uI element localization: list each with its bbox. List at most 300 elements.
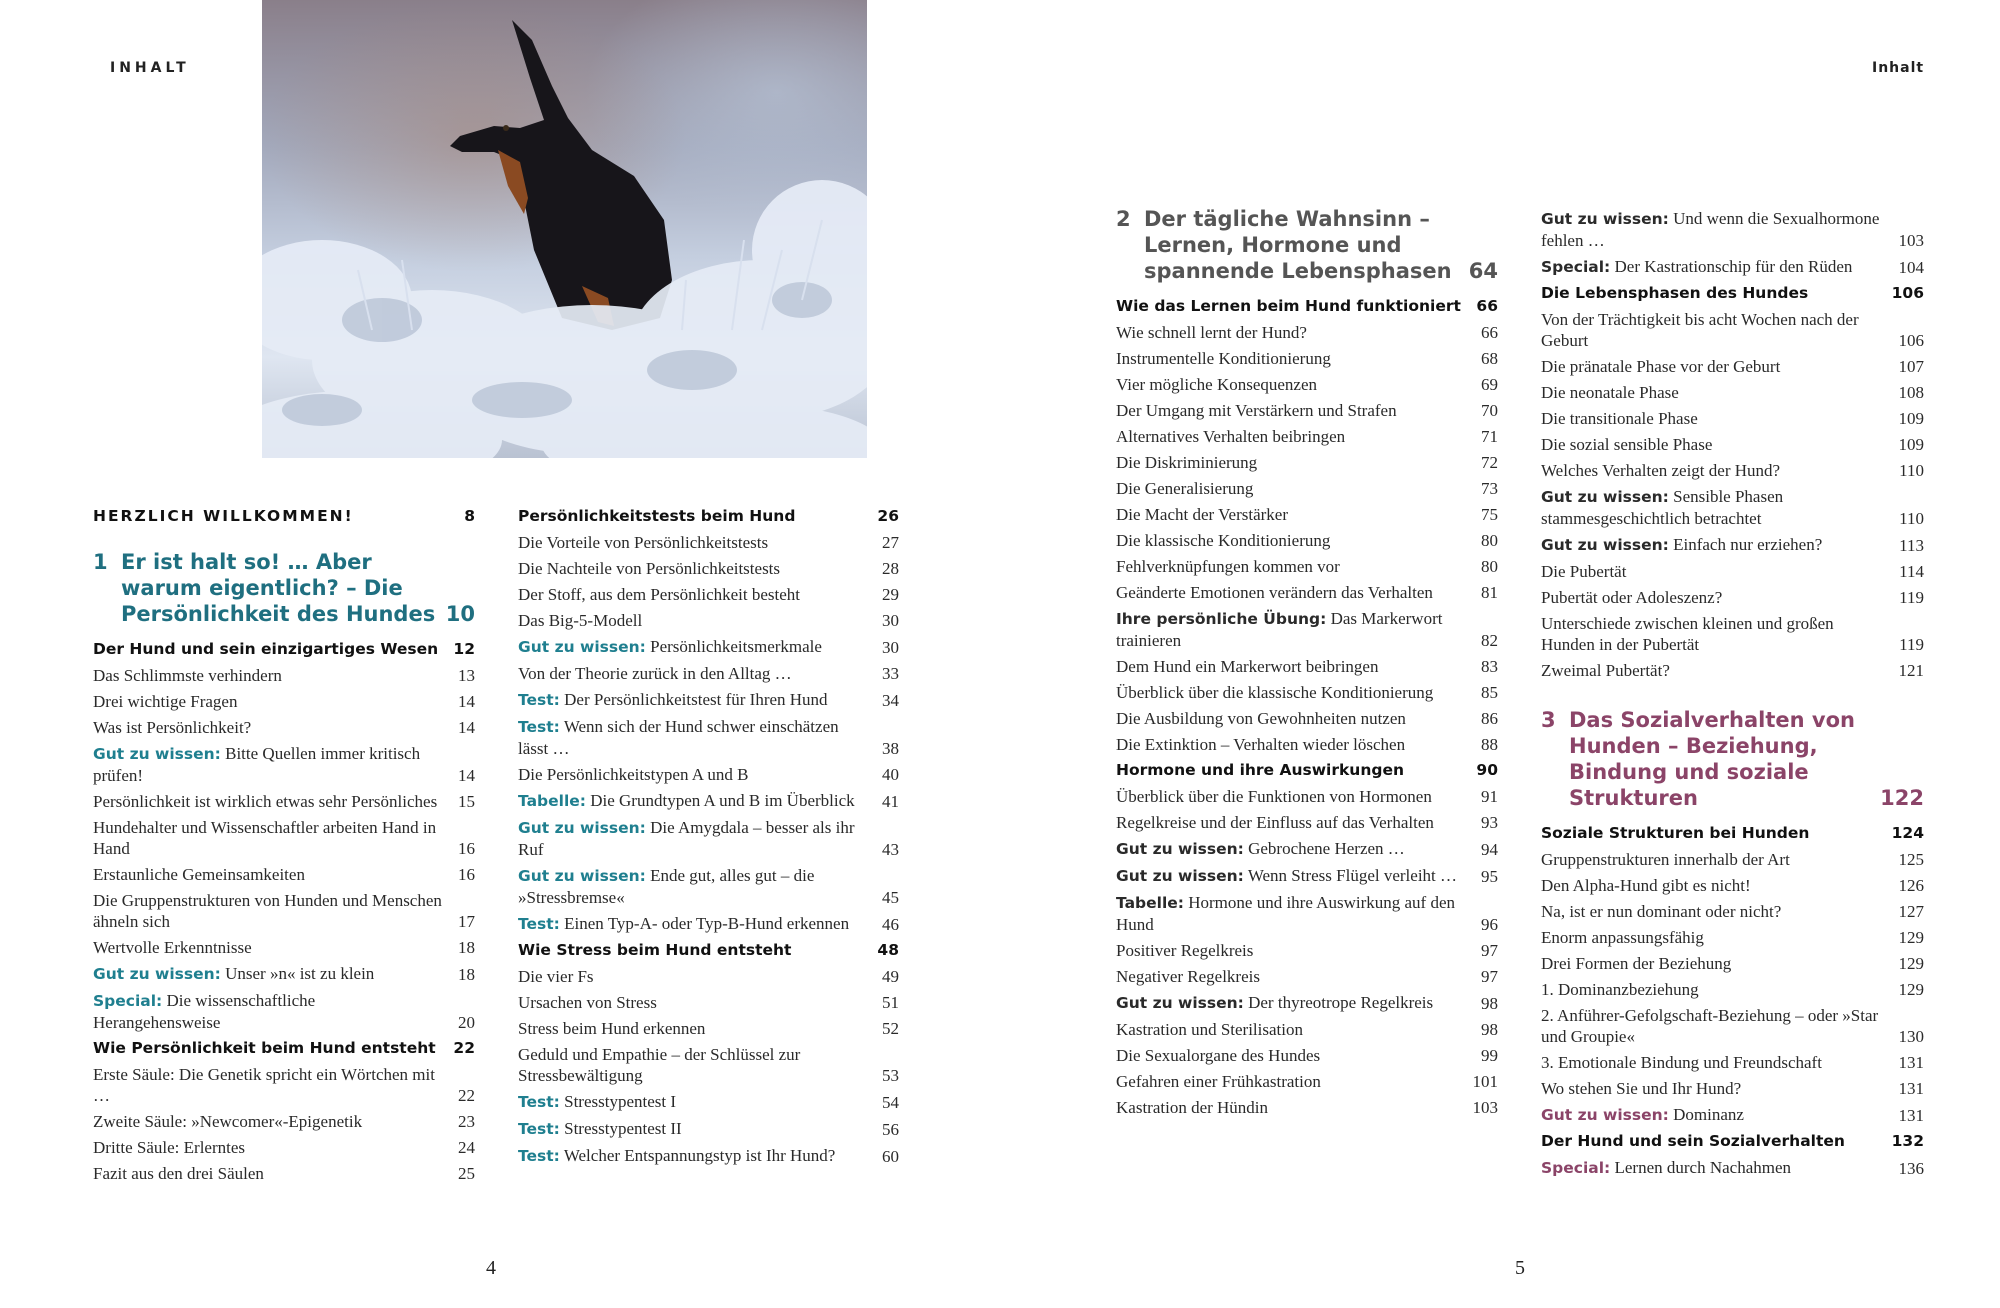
toc-entry-title	[1541, 953, 1899, 974]
toc-entry-title	[1116, 812, 1481, 833]
toc-entry[interactable]	[1541, 408, 1924, 429]
toc-entry[interactable]	[518, 636, 899, 658]
toc-entry[interactable]	[1541, 460, 1924, 481]
toc-entry[interactable]	[1116, 940, 1498, 961]
toc-entry-title	[1116, 708, 1481, 729]
toc-entry[interactable]	[1541, 534, 1924, 556]
entry-keyword: Gut zu wissen:	[1541, 536, 1669, 554]
toc-entry[interactable]	[1541, 382, 1924, 403]
toc-entry[interactable]	[1116, 1097, 1498, 1118]
toc-welcome-entry[interactable]	[93, 506, 475, 527]
toc-entry-page: 110	[1899, 509, 1924, 528]
entry-text: Persönlichkeit ist wirklich etwas sehr Persönliches	[93, 792, 438, 811]
entry-text: Der thyreotrope Regelkreis	[1248, 993, 1434, 1012]
toc-entry-page: 103	[1472, 1098, 1498, 1117]
toc-entry-page: 14	[458, 718, 475, 737]
toc-entry[interactable]	[1116, 656, 1498, 677]
entry-text: Zweimal Pubertät?	[1541, 661, 1670, 680]
toc-entry[interactable]	[93, 1137, 475, 1158]
toc-entry[interactable]	[1116, 400, 1498, 421]
toc-entry[interactable]	[1541, 561, 1924, 582]
toc-entry-title	[1541, 979, 1899, 1000]
toc-entry-title	[1116, 1019, 1481, 1040]
entry-keyword: Gut zu wissen:	[1541, 210, 1669, 228]
toc-entry[interactable]	[1116, 348, 1498, 369]
entry-text: Der Stoff, aus dem Persönlichkeit besteht	[518, 585, 801, 604]
toc-entry[interactable]	[93, 665, 475, 686]
toc-entry[interactable]	[1116, 504, 1498, 525]
entry-text: Von der Theorie zurück in den Alltag …	[518, 664, 792, 683]
entry-text: Die transitionale Phase	[1541, 409, 1698, 428]
toc-entry-page: 14	[458, 692, 475, 711]
entry-text: Unterschiede zwischen kleinen und großen Hunden in der Pubertät	[1541, 614, 1834, 654]
toc-entry[interactable]	[1116, 1045, 1498, 1066]
toc-entry[interactable]	[518, 992, 899, 1013]
toc-entry-page: 45	[882, 888, 899, 907]
toc-section-entry[interactable]	[93, 1038, 475, 1059]
toc-entry-title	[93, 1064, 458, 1106]
entry-text: Die Sexualorgane des Hundes	[1116, 1046, 1321, 1065]
entry-text: Geduld und Empathie – der Schlüssel zur Stressbewältigung	[518, 1045, 801, 1085]
entry-text: Persönlichkeitsmerkmale	[650, 637, 822, 656]
toc-entry[interactable]	[518, 532, 899, 553]
entry-text: Soziale Strukturen bei Hunden	[1541, 824, 1810, 842]
toc-entry[interactable]	[1541, 979, 1924, 1000]
toc-entry-title	[93, 639, 453, 660]
entry-text: Wie Stress beim Hund entsteht	[518, 941, 792, 959]
chapter-heading[interactable]	[1541, 707, 1924, 811]
entry-text: Dem Hund ein Markerwort beibringen	[1116, 657, 1379, 676]
entry-text: Das Markerwort trainieren	[1116, 609, 1443, 650]
toc-entry-page: 109	[1898, 409, 1924, 428]
toc-entry-page: 27	[882, 533, 899, 552]
toc-entry-title	[518, 1118, 882, 1140]
toc-entry[interactable]	[1116, 892, 1498, 935]
toc-entry-page: 66	[1476, 297, 1498, 315]
toc-entry-page: 22	[458, 1086, 475, 1105]
toc-entry-page: 18	[458, 965, 475, 984]
toc-entry[interactable]	[1541, 208, 1924, 251]
toc-entry[interactable]	[1541, 613, 1924, 655]
chapter-heading[interactable]	[1116, 206, 1498, 284]
toc-entry[interactable]	[1541, 660, 1924, 681]
entry-text: Den Alpha-Hund gibt es nicht!	[1541, 876, 1751, 895]
entry-text: Wie das Lernen beim Hund funktioniert	[1116, 297, 1461, 315]
toc-entry-page: 131	[1898, 1106, 1924, 1125]
toc-entry-page: 14	[458, 766, 475, 785]
toc-entry[interactable]	[1541, 587, 1924, 608]
toc-entry-page: 80	[1481, 557, 1498, 576]
chapter-number: 2	[1116, 207, 1131, 231]
toc-entry-title	[93, 717, 458, 738]
toc-entry-title	[1541, 486, 1899, 529]
toc-entry-page: 34	[882, 691, 899, 710]
toc-entry[interactable]	[93, 717, 475, 738]
toc-entry[interactable]	[1116, 1071, 1498, 1092]
chapter-number: 1	[93, 550, 108, 574]
toc-entry[interactable]	[93, 864, 475, 885]
toc-entry-page: 49	[882, 967, 899, 986]
toc-entry[interactable]	[518, 584, 899, 605]
toc-entry[interactable]	[1116, 786, 1498, 807]
toc-entry-title	[1541, 382, 1899, 403]
toc-entry-title	[1541, 587, 1899, 608]
toc-entry[interactable]	[1116, 812, 1498, 833]
toc-entry[interactable]	[93, 1111, 475, 1132]
toc-entry-title	[1116, 682, 1481, 703]
toc-entry-title	[93, 1111, 458, 1132]
toc-entry-page: 30	[882, 638, 899, 657]
toc-entry-title	[1116, 760, 1476, 781]
entry-text: Alternatives Verhalten beibringen	[1116, 427, 1346, 446]
toc-entry[interactable]	[518, 716, 899, 759]
toc-entry-title	[518, 532, 882, 553]
toc-entry-title	[1541, 1157, 1899, 1179]
toc-entry[interactable]	[518, 865, 899, 908]
entry-keyword: Gut zu wissen:	[93, 745, 221, 763]
toc-entry-page: 82	[1481, 631, 1498, 650]
toc-entry-title	[518, 817, 882, 860]
toc-entry-page: 132	[1891, 1132, 1924, 1150]
toc-entry-page: 69	[1481, 375, 1498, 394]
toc-entry-page: 28	[882, 559, 899, 578]
toc-entry-title	[1541, 1005, 1899, 1047]
toc-entry-title	[93, 817, 458, 859]
entry-text: Die Persönlichkeitstypen A und B	[518, 765, 749, 784]
toc-entry[interactable]	[1541, 256, 1924, 278]
toc-section-entry[interactable]	[1541, 1131, 1924, 1152]
toc-entry-title	[518, 790, 882, 812]
toc-entry[interactable]	[518, 1044, 899, 1086]
toc-entry-page: 54	[882, 1093, 899, 1112]
toc-entry-title	[1116, 478, 1481, 499]
toc-entry[interactable]	[93, 791, 475, 812]
entry-text: Die pränatale Phase vor der Geburt	[1541, 357, 1781, 376]
entry-text: Die sozial sensible Phase	[1541, 435, 1713, 454]
running-head-left: INHALT	[110, 60, 190, 76]
entry-keyword: Test:	[518, 1147, 560, 1165]
toc-entry-title	[1116, 426, 1481, 447]
toc-entry-page: 90	[1476, 761, 1498, 779]
entry-keyword: Test:	[518, 691, 560, 709]
toc-entry-page: 107	[1898, 357, 1924, 376]
toc-entry[interactable]	[93, 691, 475, 712]
entry-text: Zweite Säule: »Newcomer«-Epigenetik	[93, 1112, 363, 1131]
toc-column-4	[1541, 208, 1924, 1184]
toc-entry-page: 129	[1898, 928, 1924, 947]
toc-entry-page: 88	[1481, 735, 1498, 754]
toc-entry[interactable]	[1116, 374, 1498, 395]
toc-entry-title	[518, 966, 882, 987]
toc-entry[interactable]	[93, 743, 475, 786]
toc-entry-page: 52	[882, 1019, 899, 1038]
entry-text: Instrumentelle Konditionierung	[1116, 349, 1331, 368]
toc-entry[interactable]	[1541, 875, 1924, 896]
toc-entry[interactable]	[1541, 434, 1924, 455]
toc-entry-page: 86	[1481, 709, 1498, 728]
toc-section-entry[interactable]	[1116, 760, 1498, 781]
entry-text: Die Amygdala – besser als ihr Ruf	[518, 818, 855, 859]
entry-keyword: Ihre persönliche Übung:	[1116, 610, 1327, 628]
entry-text: Die wissenschaftliche Herangehensweise	[93, 991, 316, 1032]
entry-text: Wenn Stress Flügel verleiht …	[1247, 866, 1458, 885]
toc-entry-page: 131	[1898, 1079, 1924, 1098]
toc-entry-page: 13	[458, 666, 475, 685]
toc-entry-page: 96	[1481, 915, 1498, 934]
chapter-title: Der tägliche Wahnsinn – Lernen, Hormone und spannende Lebensphasen	[1144, 207, 1452, 283]
entry-text: Erste Säule: Die Genetik spricht ein Wörtchen mit …	[93, 1065, 435, 1105]
toc-entry[interactable]	[518, 966, 899, 987]
entry-text: Hormone und ihre Auswirkung auf den Hund	[1116, 893, 1455, 934]
toc-entry-page: 60	[882, 1147, 899, 1166]
toc-section-entry[interactable]	[1541, 823, 1924, 844]
toc-entry-page: 129	[1898, 954, 1924, 973]
chapter-page: 122	[1880, 786, 1924, 810]
toc-entry-page: 75	[1481, 505, 1498, 524]
toc-entry[interactable]	[1541, 849, 1924, 870]
entry-keyword: Tabelle:	[1116, 894, 1184, 912]
toc-entry-title	[1541, 1052, 1899, 1073]
entry-text: Einen Typ-A- oder Typ-B-Hund erkennen	[564, 914, 850, 933]
toc-entry[interactable]	[1541, 953, 1924, 974]
toc-entry-title	[93, 963, 458, 985]
toc-entry[interactable]	[1116, 734, 1498, 755]
page-number-left: 4	[486, 1257, 496, 1279]
toc-column-3	[1116, 206, 1498, 1123]
chapter-heading[interactable]	[93, 549, 475, 627]
toc-entry[interactable]	[1116, 426, 1498, 447]
toc-entry-title	[1541, 660, 1899, 681]
toc-entry-page: 22	[453, 1039, 475, 1057]
toc-entry[interactable]	[1116, 530, 1498, 551]
toc-entry-page: 94	[1481, 840, 1498, 859]
toc-entry-page: 104	[1898, 258, 1924, 277]
toc-section-entry[interactable]	[518, 506, 899, 527]
toc-entry[interactable]	[518, 1091, 899, 1113]
entry-text: Die Ausbildung von Gewohnheiten nutzen	[1116, 709, 1406, 728]
toc-entry[interactable]	[1541, 1005, 1924, 1047]
toc-entry-title	[1116, 992, 1481, 1014]
toc-entry-title	[93, 743, 458, 786]
entry-text: Gruppenstrukturen innerhalb der Art	[1541, 850, 1790, 869]
toc-entry[interactable]	[1116, 865, 1498, 887]
toc-entry-title	[518, 558, 882, 579]
toc-entry-title	[1541, 823, 1892, 844]
toc-entry-title	[93, 791, 458, 812]
entry-text: Kastration der Hündin	[1116, 1098, 1269, 1117]
entry-text: Lernen durch Nachahmen	[1614, 1158, 1792, 1177]
toc-entry[interactable]	[93, 817, 475, 859]
toc-entry-page: 114	[1899, 562, 1924, 581]
toc-section-entry[interactable]	[1541, 283, 1924, 304]
toc-entry[interactable]	[1541, 927, 1924, 948]
toc-entry[interactable]	[1116, 582, 1498, 603]
entry-text: Hundehalter und Wissenschaftler arbeiten Hand in Hand	[93, 818, 437, 858]
toc-entry-page: 101	[1472, 1072, 1498, 1091]
toc-entry-title	[93, 1137, 458, 1158]
toc-entry[interactable]	[1116, 452, 1498, 473]
toc-entry-title	[518, 689, 882, 711]
entry-text: Fazit aus den drei Säulen	[93, 1164, 264, 1183]
entry-text: Positiver Regelkreis	[1116, 941, 1254, 960]
toc-entry[interactable]	[1116, 992, 1498, 1014]
entry-text: Der Hund und sein Sozialverhalten	[1541, 1132, 1845, 1150]
entry-text: Vier mögliche Konsequenzen	[1116, 375, 1318, 394]
toc-entry-title	[518, 865, 882, 908]
entry-keyword: Gut zu wissen:	[518, 819, 646, 837]
toc-entry[interactable]	[518, 610, 899, 631]
toc-entry-title	[518, 913, 882, 935]
entry-text: Die Diskriminierung	[1116, 453, 1258, 472]
toc-entry[interactable]	[1116, 608, 1498, 651]
toc-entry-page: 20	[458, 1013, 475, 1032]
entry-text: Geänderte Emotionen verändern das Verhalten	[1116, 583, 1433, 602]
toc-entry-page: 53	[882, 1066, 899, 1085]
toc-entry-title	[1116, 656, 1481, 677]
entry-text: Kastration und Sterilisation	[1116, 1020, 1303, 1039]
toc-entry-title	[518, 610, 882, 631]
toc-entry-page: 97	[1481, 967, 1498, 986]
toc-entry-title	[1116, 940, 1481, 961]
toc-entry-title	[1116, 966, 1481, 987]
toc-entry[interactable]	[93, 1163, 475, 1184]
toc-entry-title	[93, 937, 458, 958]
toc-entry[interactable]	[1116, 708, 1498, 729]
toc-entry-title	[93, 864, 458, 885]
entry-text: Ende gut, alles gut – die »Stressbremse«	[518, 866, 815, 907]
toc-entry-title	[93, 506, 464, 527]
toc-entry-title	[93, 665, 458, 686]
toc-entry-page: 97	[1481, 941, 1498, 960]
toc-entry-page: 136	[1898, 1159, 1924, 1178]
entry-text: Die Lebensphasen des Hundes	[1541, 284, 1809, 302]
entry-text: Die neonatale Phase	[1541, 383, 1679, 402]
toc-entry[interactable]	[1116, 322, 1498, 343]
entry-text: Die Generalisierung	[1116, 479, 1254, 498]
toc-entry[interactable]	[1116, 966, 1498, 987]
toc-entry-title	[1541, 356, 1899, 377]
toc-entry-title	[1541, 927, 1899, 948]
toc-entry-title	[518, 716, 882, 759]
toc-entry[interactable]	[518, 817, 899, 860]
entry-text: Überblick über die klassische Konditionierung	[1116, 683, 1434, 702]
toc-entry-title	[518, 1018, 882, 1039]
entry-text: Die vier Fs	[518, 967, 594, 986]
toc-entry-page: 85	[1481, 683, 1498, 702]
toc-entry[interactable]	[1541, 309, 1924, 351]
toc-entry[interactable]	[1541, 356, 1924, 377]
toc-entry-page: 38	[882, 739, 899, 758]
toc-entry[interactable]	[1541, 1157, 1924, 1179]
toc-entry-title	[1116, 296, 1476, 317]
toc-entry-title	[1541, 256, 1899, 278]
toc-entry[interactable]	[518, 913, 899, 935]
toc-entry[interactable]	[93, 937, 475, 958]
toc-section-entry[interactable]	[93, 639, 475, 660]
entry-text: Persönlichkeitstests beim Hund	[518, 507, 796, 525]
toc-entry[interactable]	[518, 764, 899, 785]
entry-text: Der Umgang mit Verstärkern und Strafen	[1116, 401, 1397, 420]
entry-keyword: Special:	[93, 992, 163, 1010]
entry-keyword: Gut zu wissen:	[518, 638, 646, 656]
toc-entry[interactable]	[1541, 1052, 1924, 1073]
chapter-title: Er ist halt so! … Aber warum eigentlich? – Die Persönlichkeit des Hundes	[121, 550, 436, 626]
toc-entry-page: 30	[882, 611, 899, 630]
toc-entry-page: 103	[1898, 231, 1924, 250]
toc-entry-title	[518, 636, 882, 658]
toc-entry[interactable]	[1116, 682, 1498, 703]
toc-entry[interactable]	[93, 963, 475, 985]
entry-text: Wie Persönlichkeit beim Hund entsteht	[93, 1039, 436, 1057]
toc-entry[interactable]	[1541, 901, 1924, 922]
toc-entry[interactable]	[518, 663, 899, 684]
toc-entry-page: 106	[1891, 284, 1924, 302]
entry-text: Fehlverknüpfungen kommen vor	[1116, 557, 1340, 576]
toc-entry-page: 127	[1898, 902, 1924, 921]
toc-entry[interactable]	[1116, 556, 1498, 577]
toc-entry[interactable]	[1541, 486, 1924, 529]
toc-entry-page: 80	[1481, 531, 1498, 550]
toc-entry[interactable]	[518, 1018, 899, 1039]
toc-entry-title	[1541, 901, 1899, 922]
toc-entry-title	[1116, 892, 1481, 935]
toc-entry-page: 17	[458, 912, 475, 931]
toc-entry[interactable]	[93, 890, 475, 932]
toc-entry[interactable]	[518, 558, 899, 579]
entry-text: 2. Anführer-Gefolgschaft-Beziehung – oder »Star und Groupie«	[1541, 1006, 1879, 1046]
toc-entry[interactable]	[1541, 1104, 1924, 1126]
toc-entry-title	[1116, 400, 1481, 421]
toc-entry[interactable]	[93, 1064, 475, 1106]
toc-entry-page: 109	[1898, 435, 1924, 454]
entry-text: Wertvolle Erkenntnisse	[93, 938, 252, 957]
entry-text: Regelkreise und der Einfluss auf das Verhalten	[1116, 813, 1434, 832]
toc-section-entry[interactable]	[1116, 296, 1498, 317]
chapter-title: Das Sozialverhalten von Hunden – Beziehung, Bindung und soziale Strukturen	[1569, 708, 1855, 810]
entry-keyword: Tabelle:	[518, 792, 586, 810]
toc-entry-page: 125	[1898, 850, 1924, 869]
entry-text: Die Macht der Verstärker	[1116, 505, 1288, 524]
entry-text: Ursachen von Stress	[518, 993, 657, 1012]
entry-text: Die Vorteile von Persönlichkeitstests	[518, 533, 769, 552]
toc-entry[interactable]	[518, 1118, 899, 1140]
toc-entry[interactable]	[1116, 1019, 1498, 1040]
entry-text: Von der Trächtigkeit bis acht Wochen nach der Geburt	[1541, 310, 1859, 350]
toc-section-entry[interactable]	[518, 940, 899, 961]
toc-entry[interactable]	[518, 689, 899, 711]
toc-entry-title	[1116, 786, 1481, 807]
toc-entry-title	[1116, 556, 1481, 577]
toc-entry[interactable]	[93, 990, 475, 1033]
toc-entry-page: 130	[1898, 1027, 1924, 1046]
toc-entry[interactable]	[518, 790, 899, 812]
toc-entry-page: 29	[882, 585, 899, 604]
toc-entry[interactable]	[1116, 838, 1498, 860]
entry-text: Der Hund und sein einzigartiges Wesen	[93, 640, 439, 658]
toc-entry[interactable]	[1116, 478, 1498, 499]
toc-entry-title	[93, 1038, 453, 1059]
toc-entry-title	[1541, 1078, 1899, 1099]
toc-entry-page: 15	[458, 792, 475, 811]
toc-column-2	[518, 506, 899, 1172]
toc-entry-title	[1541, 309, 1899, 351]
toc-entry[interactable]	[518, 1145, 899, 1167]
toc-entry-title	[1116, 530, 1481, 551]
entry-text: Die Pubertät	[1541, 562, 1627, 581]
toc-entry[interactable]	[1541, 1078, 1924, 1099]
entry-text: Die Grundtypen A und B im Überblick	[590, 791, 855, 810]
entry-text: Das Big-5-Modell	[518, 611, 643, 630]
